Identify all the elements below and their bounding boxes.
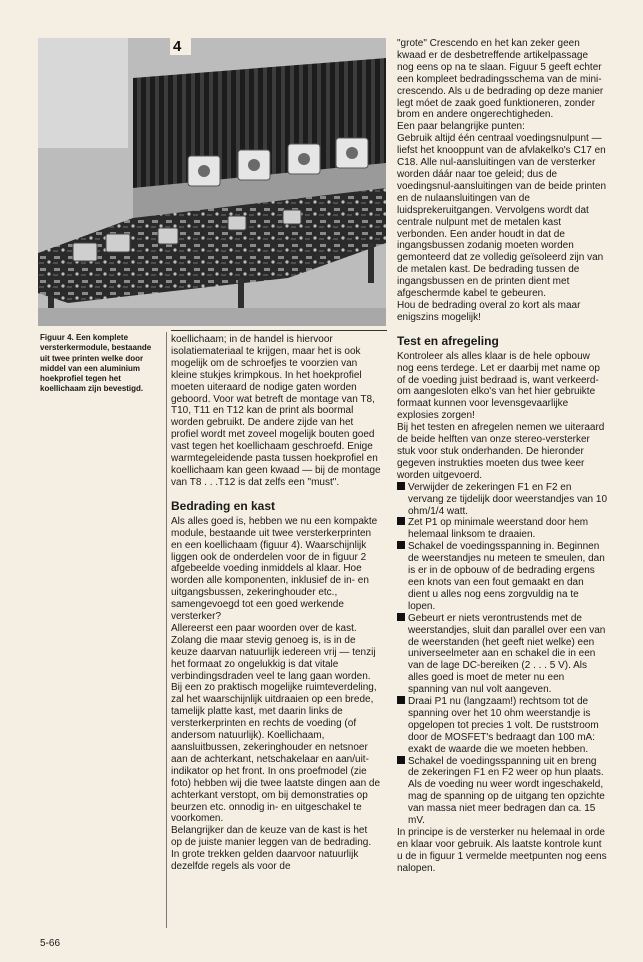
square-bullet-icon (397, 482, 405, 490)
middle-column (171, 334, 381, 873)
bullet-item (397, 517, 607, 541)
paragraph: Als alles goed is, hebben we nu een kompakte module, bestaande uit twee versterkerprinten en een koellichaam (figuur 4). Waarschijnlijk liggen ook de onderdelen voor de in figuur 2 afgebeelde voeding inmiddels al klaar. Hoe worden alle komponenten, inklusief de in- en uitgangsbussen, zekeringhouder etc., samengevoegd tot een goed werkende versterker? (171, 515, 378, 623)
square-bullet-icon (397, 613, 405, 621)
bullet-item (397, 613, 607, 696)
bullet-text: Draai P1 nu (langzaam!) rechtsom tot de spanning over het 10 ohm weerstandje is opgelopen tot precies 1 volt. De ruststroom door de MOSFET's bedraagt dan 100 mA: exakt de waarde die we moeten hebben. (408, 696, 599, 755)
figure-4-photo (38, 38, 386, 326)
column-divider (166, 332, 167, 928)
square-bullet-icon (397, 517, 405, 525)
bullet-text: Gebeurt er niets verontrustends met de weerstandjes, sluit dan parallel over een van de weerstanden (het geeft niet welke) een universeelmeter aan en schakel die in een van de lage DC-bereiken (2 . . . 5 V). Als alles goed is moet de meter nu een spanning van nul volt aangeven. (408, 612, 606, 696)
square-bullet-icon (397, 541, 405, 549)
amplifier-module-illustration (38, 38, 386, 326)
page-number: 5-66 (40, 938, 61, 949)
bullet-item (397, 541, 607, 612)
bullet-item (397, 696, 607, 756)
paragraph: Kontroleer als alles klaar is de hele opbouw nog eens terdege. Let er daarbij met name op of de voeding juist bedraad is, want verkeerd-om aangesloten elko's van het hier gebruikte formaat kunnen voor levensgevaarlijke explosies zorgen! (397, 350, 600, 422)
paragraph: Een paar belangrijke punten: (397, 121, 525, 133)
paragraph: Belangrijker dan de keuze van de kast is het op de juiste manier leggen van de bedrading. In grote trekken gelden daarvoor natuurlijk dezelfde regels als voor de (171, 825, 372, 873)
section-heading: Test en afregeling (397, 333, 499, 348)
paragraph: koellichaam; in de handel is hiervoor isolatiemateriaal te krijgen, maar het is ook mogelijk om de schroefjes te voorzien van kleine stukjes krimpkous. In het hoekprofiel moeten uiteraard de nodige gaten worden geboord. Voor wat betreft de montage van T8, T10, T11 en T12 kan de print als boormal worden gebruikt. De andere zijde van het profiel wordt met zoveel mogelijk bouten goed vast tegen het koellichaam geschroefd. Enige warmtegeleidende pasta tussen hoekprofiel en koellichaam kan geen kwaad — bij de montage van T8 . . .T12 is dat zelfs een "must". (171, 334, 381, 488)
bullet-text: Zet P1 op minimale weerstand door hem helemaal linksom te draaien. (408, 517, 589, 541)
figure-caption: Figuur 4. Een komplete versterkermodule, bestaande uit twee printen welke door middel van een aluminium hoekprofiel tegen het koellichaam zijn bevestigd. (40, 333, 152, 394)
figure-number: 4 (170, 38, 191, 55)
paragraph: Gebruik altijd één centraal voedingsnulpunt — liefst het knooppunt van de afvlakelko's C17 en C18. Alle nul-aansluitingen van de versterker worden dáár naar toe geleid; dus de voedingsnul-aansluitingen van de beide printen en de nulaansluitingen van de luidsprekeruitgangen. Vervolgens wordt dat centrale nulpunt met de metalen kast verbonden. Een ander houdt in dat de ingangsbussen zodanig moeten worden gemonteerd dat ze volledig geïsoleerd zijn van de metalen kast. De bedrading tussen de ingangsbussen en de printen dient met afgeschermde kabel te gebeuren. (397, 133, 607, 300)
paragraph: In principe is de versterker nu helemaal in orde en klaar voor gebruik. Als laatste kontrole kunt u de in figuur 1 vermelde meetpunten nog eens nalopen. (397, 827, 607, 874)
section-heading: Bedrading en kast (171, 498, 276, 513)
figure-rule (171, 330, 387, 331)
right-column (397, 38, 607, 875)
square-bullet-icon (397, 756, 405, 764)
paragraph: Hou de bedrading overal zo kort als maar enigszins mogelijk! (397, 299, 581, 323)
paragraph: Allereerst een paar woorden over de kast. Zolang die maar stevig genoeg is, is in de keuze daarvan natuurlijk iedereen vrij — tenzij het formaat zo ongelukkig is dat vitale verbindingsdraden veel te lang gaan worden. Bij een zo praktisch mogelijke ruimteverdeling, zal het waarschijnlijk uitdraaien op een brede, tamelijk platte kast, met daarin links de versterkerprinten en rechts de voeding (of andersom natuurlijk). Koellichaam, aansluitbussen, zekeringhouder en netsnoer aan de achterkant, netschakelaar en aan/uit-indikator op het front. In ons proefmodel (zie foto) hebben wij die twee laatste dingen aan de achterkant verstopt, om bij demonstraties op beurzen etc. onnodig in- en uitgeschakel te voorkomen. (171, 622, 381, 825)
bullet-item (397, 756, 607, 827)
square-bullet-icon (397, 696, 405, 704)
bullet-text: Schakel de voedingsspanning in. Beginnen de weerstandjes nu meteen te smeulen, dan is er in de opbouw of de bedrading ergens een knots van een fout gemaakt en dan dient u alles nog eens zorgvuldig na te lopen. (408, 541, 605, 612)
paragraph: "grote" Crescendo en het kan zeker geen kwaad er de desbetreffende artikelpassage nog eens op na te slaan. Figuur 5 geeft echter een kompleet bedradingsschema van de mini-crescendo. Als u de bedrading op deze manier legt móet de zaak goed funktioneren, zonder brom en andere ongerechtigheden. (397, 38, 604, 121)
bullet-text: Schakel de voedingsspanning uit en breng de zekeringen F1 en F2 weer op hun plaats. Als de voeding nu weer wordt ingeschakeld, mag de spanning op de uitgang ten opzichte van massa niet meer bedragen dan ca. 15 mV. (408, 755, 605, 827)
bullet-item (397, 482, 607, 518)
paragraph: Bij het testen en afregelen nemen we uiteraard de beide helften van onze stereo-versterker stuk voor stuk onderhanden. De hieronder gegeven instrukties moeten dus twee keer worden uitgevoerd. (397, 422, 605, 481)
bullet-text: Verwijder de zekeringen F1 en F2 en vervang ze tijdelijk door weerstandjes van 10 ohm/1/4 watt. (408, 481, 607, 517)
